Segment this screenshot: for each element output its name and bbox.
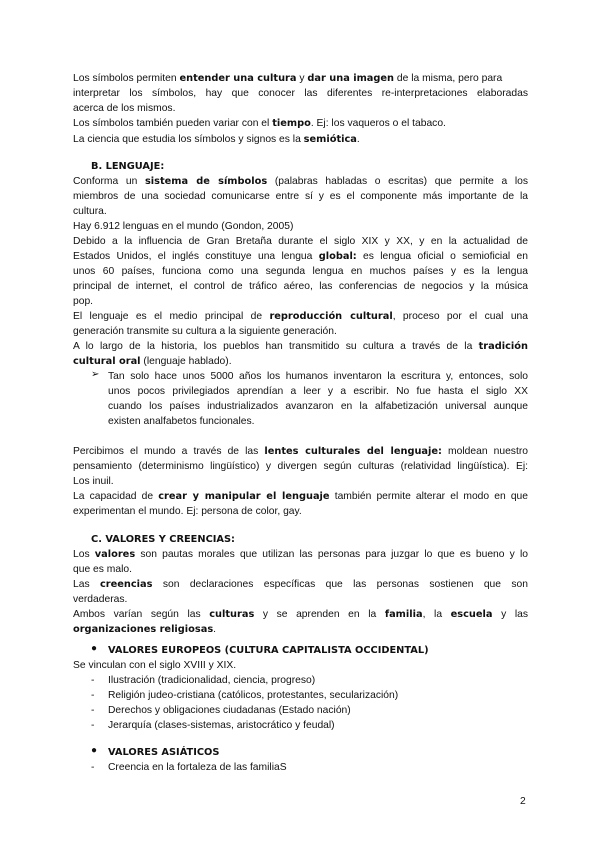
dash-icon: - bbox=[91, 762, 95, 773]
list-item: Ilustración (tradicionalidad, ciencia, progreso) bbox=[108, 675, 316, 686]
sub-paragraph-line: Tan solo hace unos 5000 años los humanos inventaron la escritura y, entonces, solo bbox=[108, 371, 528, 382]
paragraph-line bbox=[73, 71, 502, 86]
paragraph-line: Se vinculan con el siglo XVIII y XIX. bbox=[73, 660, 237, 671]
paragraph-line: experimentan el mundo. Ej: persona de color, gay. bbox=[73, 506, 302, 517]
paragraph-line: miembros de una sociedad comunicarse entre sí y es el componente más importante de la bbox=[73, 191, 528, 202]
sub-paragraph-line: unos pocos privilegiados aprendían a leer y a escribir. No fue hasta el siglo XX bbox=[108, 386, 528, 397]
sub-paragraph-line: existen analfabetos funcionales. bbox=[108, 416, 255, 427]
paragraph-line bbox=[73, 444, 528, 459]
bold-text: cultural oral bbox=[73, 356, 141, 367]
bold-text: tiempo bbox=[272, 118, 311, 129]
text: . bbox=[213, 624, 217, 635]
bold-text: familia bbox=[384, 609, 423, 620]
paragraph-line bbox=[73, 547, 528, 562]
paragraph-line: Debido a la influencia de Gran Bretaña durante el siglo XIX y XX, y en la actualidad de bbox=[73, 236, 528, 247]
bold-text: escuela bbox=[450, 609, 493, 620]
text: Las bbox=[73, 579, 100, 590]
text: son pautas morales que utilizan las personas para juzgar lo que es bueno y lo bbox=[135, 549, 528, 560]
dash-icon: - bbox=[91, 705, 95, 716]
bold-text: crear y manipular el lenguaje bbox=[158, 491, 330, 502]
bold-text: valores bbox=[94, 549, 136, 560]
paragraph-line: cultura. bbox=[73, 206, 107, 217]
bold-text: organizaciones religiosas bbox=[73, 624, 214, 635]
paragraph-line: Hay 6.912 lenguas en el mundo (Gondon, 2005) bbox=[73, 221, 294, 232]
text: y se aprenden en la bbox=[254, 609, 385, 620]
dash-icon: - bbox=[91, 675, 95, 686]
text: A lo largo de la historia, los pueblos han transmitido su cultura a través de la bbox=[73, 341, 479, 352]
text: , proceso por el cual una bbox=[392, 311, 529, 322]
paragraph-line bbox=[73, 249, 528, 264]
text: , la bbox=[422, 609, 451, 620]
bullet-icon: ● bbox=[91, 745, 98, 756]
paragraph-line: interpretar los símbolos, hay que conocer las diferentes re-interpretaciones elaboradas bbox=[73, 88, 528, 99]
paragraph-line: Los inuil. bbox=[73, 476, 114, 487]
paragraph-line bbox=[73, 309, 528, 324]
bold-text: culturas bbox=[209, 609, 255, 620]
text: y las bbox=[492, 609, 528, 620]
paragraph-line bbox=[73, 174, 528, 189]
bold-text: global: bbox=[318, 251, 357, 262]
bullet-icon: ● bbox=[91, 643, 98, 654]
paragraph-line bbox=[73, 489, 528, 504]
paragraph-line: pop. bbox=[73, 296, 94, 307]
bold-text: tradición bbox=[478, 341, 528, 352]
paragraph-line: acerca de los mismos. bbox=[73, 103, 176, 114]
bold-text: creencias bbox=[99, 579, 153, 590]
section-heading-lenguaje: B. LENGUAJE: bbox=[91, 161, 165, 172]
section-heading-valores-creencias: C. VALORES Y CREENCIAS: bbox=[91, 534, 235, 545]
paragraph-line bbox=[73, 132, 360, 147]
page-number: 2 bbox=[520, 796, 526, 807]
bold-text: entender una cultura bbox=[179, 73, 297, 84]
text: de la misma, pero para bbox=[394, 73, 503, 84]
paragraph-line bbox=[73, 622, 216, 637]
list-item: Religión judeo-cristiana (católicos, protestantes, secularización) bbox=[108, 690, 399, 701]
list-item: Creencia en la fortaleza de las familiaS bbox=[108, 762, 287, 773]
paragraph-line bbox=[73, 577, 528, 592]
paragraph-line bbox=[73, 354, 232, 369]
text: El lenguaje es el medio principal de bbox=[73, 311, 270, 322]
text: Los bbox=[73, 549, 95, 560]
text: moldean nuestro bbox=[441, 446, 528, 457]
text: Los símbolos también pueden variar con el bbox=[73, 118, 273, 129]
text: y bbox=[296, 73, 308, 84]
list-heading-valores-europeos: VALORES EUROPEOS (CULTURA CAPITALISTA OCCIDENTAL) bbox=[108, 645, 429, 656]
sub-paragraph-line: cuando los países industrializados avanzaron en la alfabetización universal aunque bbox=[108, 401, 528, 412]
text: (palabras habladas o escritas) que permite a los bbox=[267, 176, 528, 187]
text: (lenguaje hablado). bbox=[140, 356, 232, 367]
paragraph-line: principal de internet, el control de tráfico aéreo, las conferencias de negocios y la música bbox=[73, 281, 528, 292]
bold-text: dar una imagen bbox=[307, 73, 395, 84]
bold-text: reproducción cultural bbox=[269, 311, 393, 322]
text: . Ej: los vaqueros o el tabaco. bbox=[310, 118, 446, 129]
dash-icon: - bbox=[91, 720, 95, 731]
text: . bbox=[356, 134, 360, 145]
dash-icon: - bbox=[91, 690, 95, 701]
text: Estados Unidos, el inglés constituye una lengua bbox=[73, 251, 319, 262]
paragraph-line: pensamiento (determinismo lingüístico) y divergen según culturas (relatividad lingüística). Ej: bbox=[73, 461, 528, 472]
list-item: Derechos y obligaciones ciudadanas (Estado nación) bbox=[108, 705, 351, 716]
bold-text: semiótica bbox=[303, 134, 357, 145]
text: son declaraciones específicas que las personas sostienen que son bbox=[152, 579, 528, 590]
text: es lengua oficial o semioficial en bbox=[356, 251, 528, 262]
text: Ambos varían según las bbox=[73, 609, 210, 620]
text: Conforma un bbox=[73, 176, 145, 187]
paragraph-line: generación transmite su cultura a la siguiente generación. bbox=[73, 326, 337, 337]
paragraph-line: que es malo. bbox=[73, 564, 132, 575]
text: La capacidad de bbox=[73, 491, 159, 502]
text: La ciencia que estudia los símbolos y signos es la bbox=[73, 134, 304, 145]
bold-text: sistema de símbolos bbox=[144, 176, 268, 187]
list-item: Jerarquía (clases-sistemas, aristocrático y feudal) bbox=[108, 720, 335, 731]
paragraph-line bbox=[73, 116, 446, 131]
text: Los símbolos permiten bbox=[73, 73, 180, 84]
paragraph-line: verdaderas. bbox=[73, 594, 128, 605]
paragraph-line: unos 60 países, funciona como una segunda lengua en muchos países y es la lengua bbox=[73, 266, 528, 277]
bold-text: lentes culturales del lenguaje: bbox=[264, 446, 442, 457]
paragraph-line bbox=[73, 339, 528, 354]
text: Percibimos el mundo a través de las bbox=[73, 446, 265, 457]
list-heading-valores-asiaticos: VALORES ASIÁTICOS bbox=[108, 747, 220, 758]
text: también permite alterar el modo en que bbox=[329, 491, 529, 502]
arrow-bullet-icon: ➢ bbox=[91, 369, 100, 380]
paragraph-line bbox=[73, 607, 528, 622]
